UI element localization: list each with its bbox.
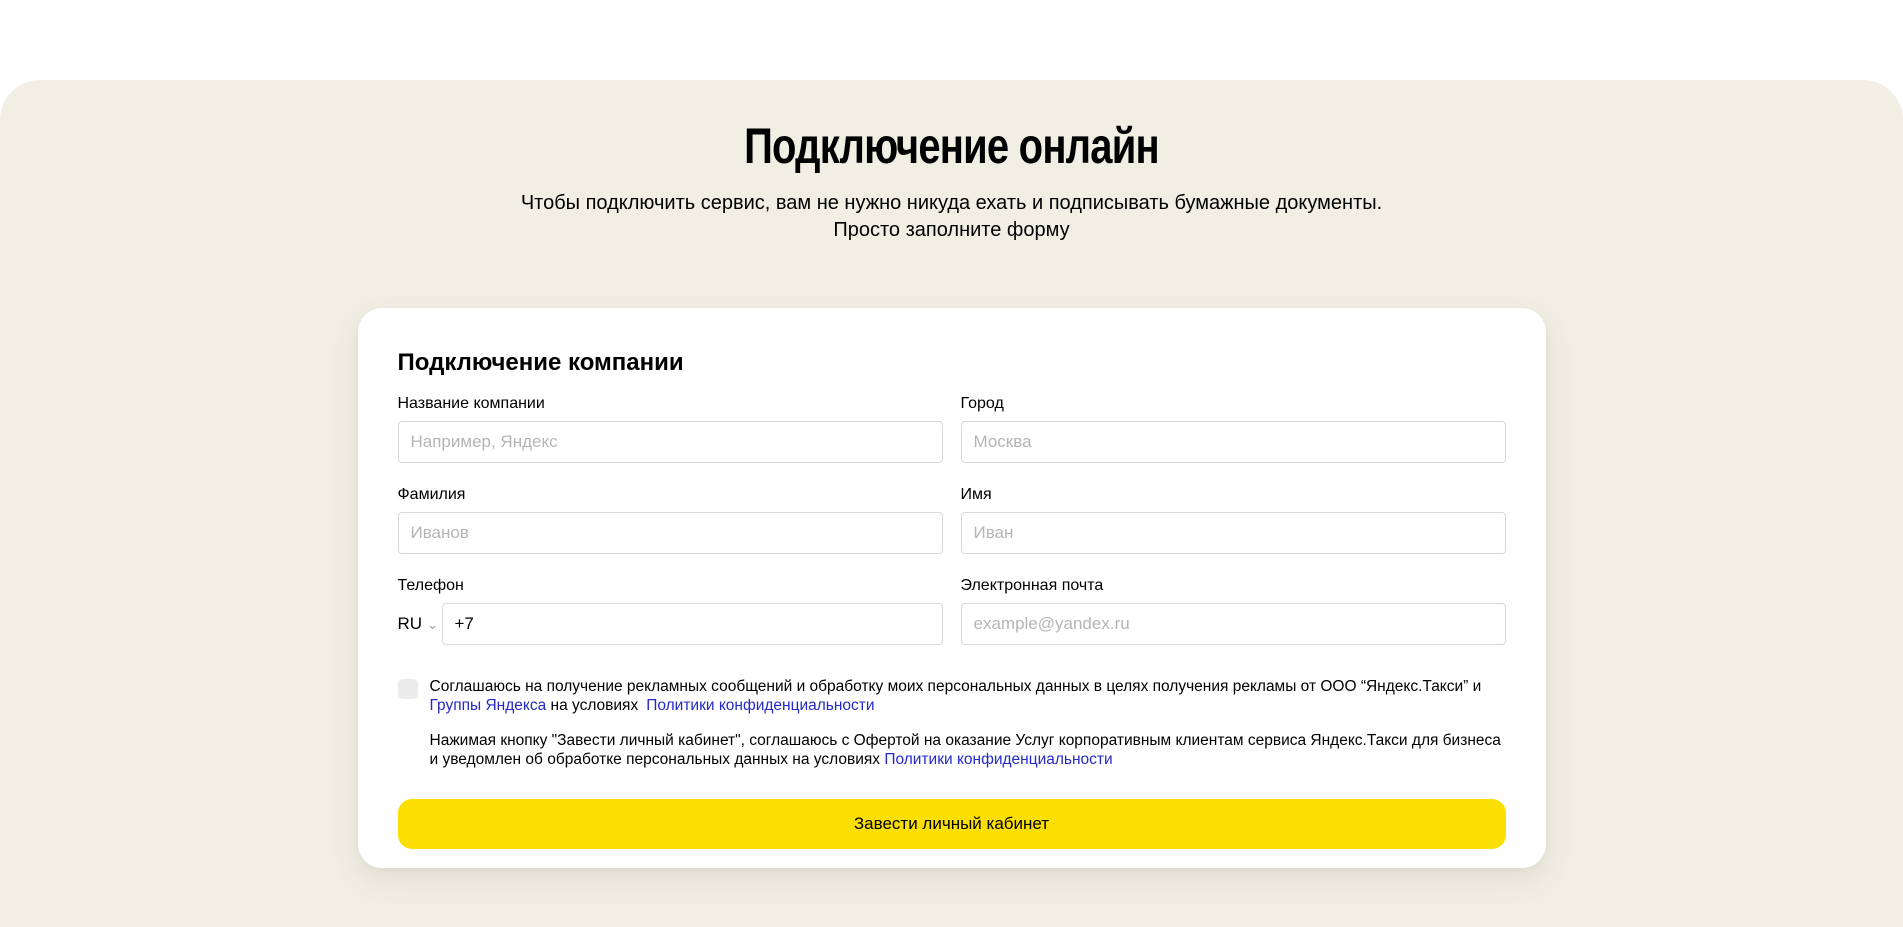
country-code-value: RU <box>397 614 423 633</box>
privacy-policy-link-2[interactable]: Политики конфиденциальности <box>884 751 1113 768</box>
last-name-input[interactable] <box>398 512 943 554</box>
subtitle-line-1: Чтобы подключить сервис, вам не нужно никуда ехать и подписывать бумажные документы. <box>520 192 1383 214</box>
field-first-name <box>961 485 1506 554</box>
last-name-label: Фамилия <box>397 486 466 503</box>
field-company <box>398 394 943 463</box>
city-label: Город <box>960 395 1004 412</box>
page-title: Подключение онлайн <box>744 118 1159 174</box>
email-input[interactable] <box>961 603 1506 645</box>
offer-agreement-text <box>398 731 1506 769</box>
first-name-label: Имя <box>960 486 992 503</box>
first-name-input[interactable] <box>961 512 1506 554</box>
marketing-consent-row <box>398 677 1506 715</box>
phone-row <box>398 603 943 645</box>
consent-text-part2: на условиях <box>546 697 639 714</box>
company-label: Название компании <box>397 395 545 412</box>
form-grid <box>398 394 1506 645</box>
country-code-select[interactable] <box>398 614 442 634</box>
privacy-policy-link-1[interactable]: Политики конфиденциальности <box>646 697 875 714</box>
offer-text: Нажимая кнопку "Завести личный кабинет", соглашаюсь с Офертой на оказание Услуг корпоративным клиентам сервиса Яндекс.Такси для бизнеса и уведомлен об обработке персональных данных на условиях <box>429 732 1501 768</box>
phone-label: Телефон <box>397 577 464 594</box>
create-account-button[interactable]: Завести личный кабинет <box>398 799 1506 849</box>
city-input[interactable] <box>961 421 1506 463</box>
field-email <box>961 576 1506 645</box>
field-last-name <box>398 485 943 554</box>
subtitle-line-2: Просто заполните форму <box>833 219 1070 241</box>
consent-text-part1: Соглашаюсь на получение рекламных сообщений и обработку моих персональных данных в целях получения рекламы от ООО “Яндекс.Такси” и <box>429 678 1482 695</box>
field-phone <box>398 576 943 645</box>
hero-section <box>0 80 1903 927</box>
marketing-consent-text <box>430 677 1506 715</box>
company-connect-card <box>358 308 1546 868</box>
email-label: Электронная почта <box>960 577 1104 594</box>
phone-input[interactable] <box>442 603 943 645</box>
form-heading: Подключение компании <box>397 349 684 376</box>
page-subtitle <box>0 190 1903 244</box>
marketing-consent-checkbox[interactable] <box>398 679 418 699</box>
company-input[interactable] <box>398 421 943 463</box>
chevron-down-icon: ⌄ <box>427 617 438 632</box>
yandex-group-link[interactable]: Группы Яндекса <box>429 697 547 714</box>
field-city <box>961 394 1506 463</box>
